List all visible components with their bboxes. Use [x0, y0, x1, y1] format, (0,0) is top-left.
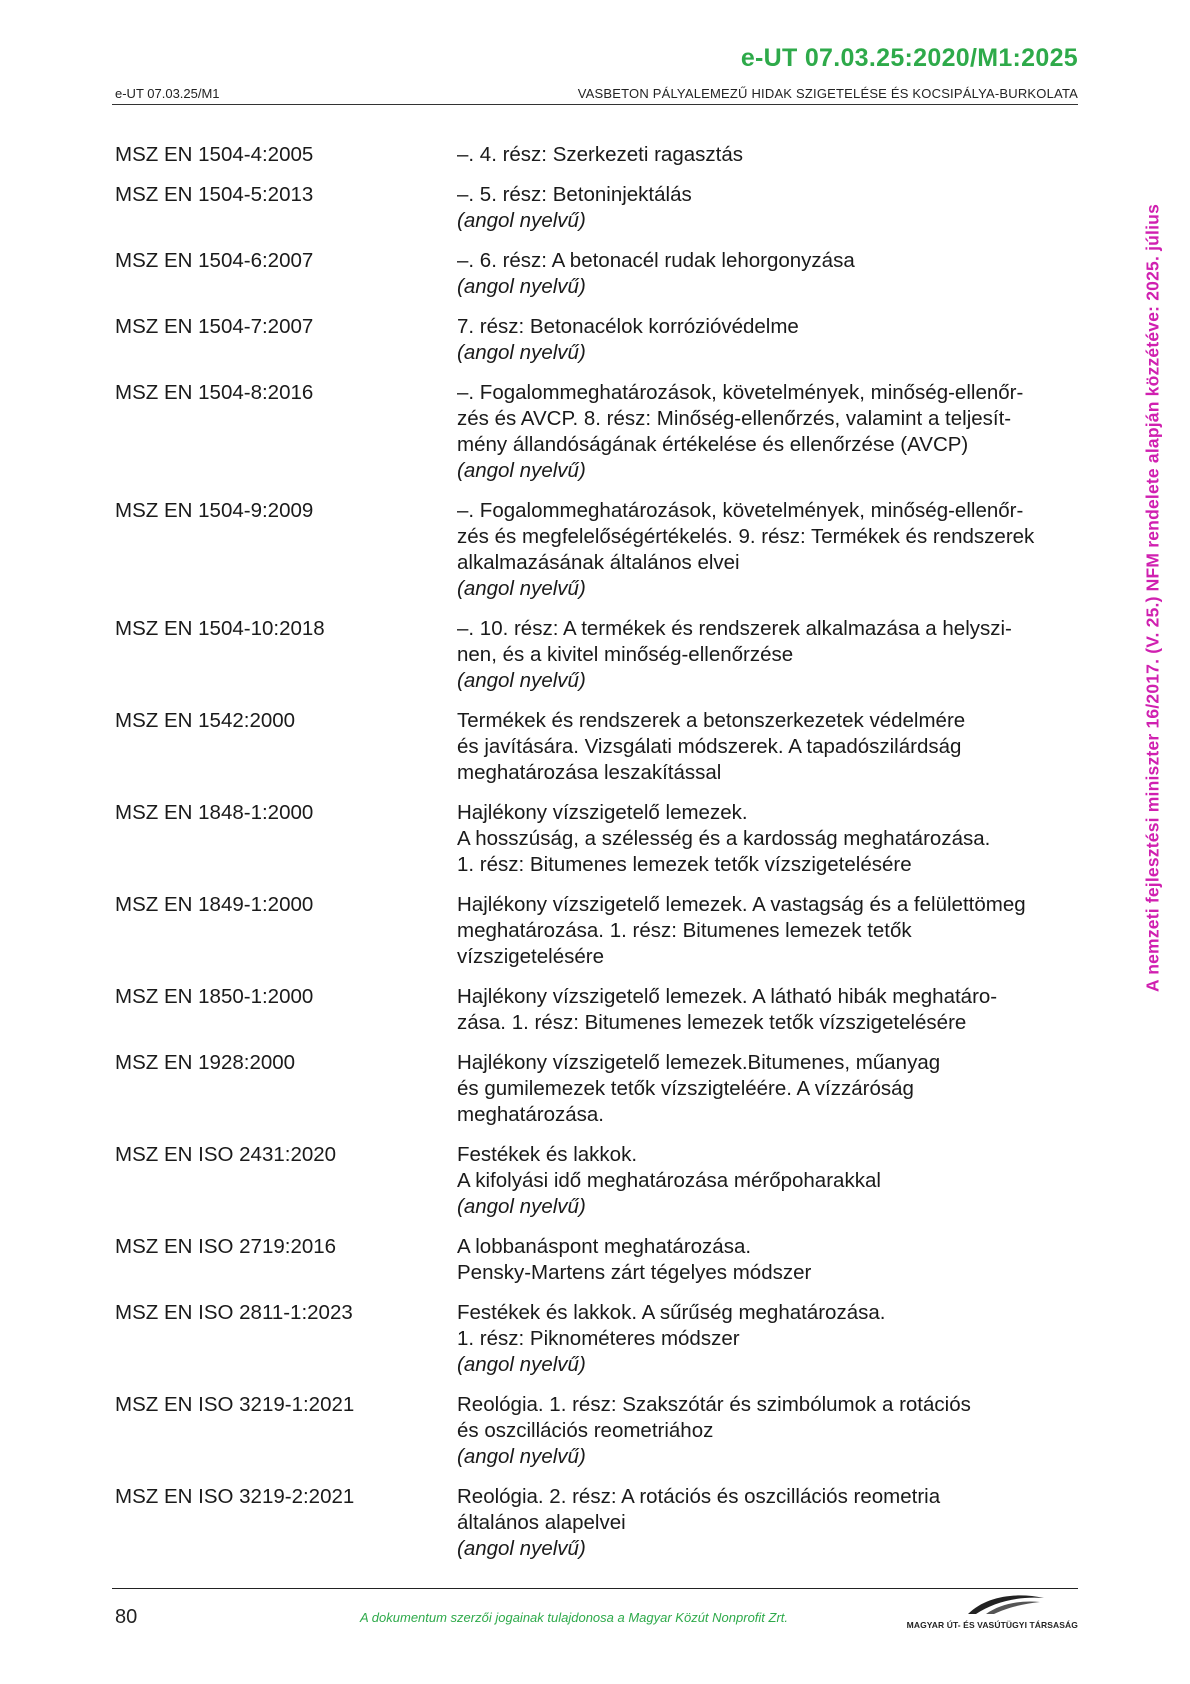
standard-code: MSZ EN ISO 2811-1:2023: [115, 1301, 353, 1324]
standard-row: [115, 1300, 1095, 1378]
standard-title-line: zés és AVCP. 8. rész: Minőség-ellenőrzés, valamint a teljesít-: [457, 407, 1012, 430]
standard-title: [457, 498, 1095, 602]
standard-code: MSZ EN ISO 3219-2:2021: [115, 1485, 355, 1508]
standard-title-line: és oszcillációs reometriához: [457, 1419, 714, 1442]
standard-title-line: Termékek és rendszerek a betonszerkezetek védelmére: [457, 709, 966, 732]
standard-title-line: –. 4. rész: Szerkezeti ragasztás: [457, 143, 743, 166]
standard-title: [457, 182, 1095, 234]
standard-title-line: Festékek és lakkok.: [457, 1143, 638, 1166]
language-note: (angol nyelvű): [457, 1353, 586, 1376]
standard-title-line: vízszigetelésére: [457, 945, 604, 968]
society-logo: [888, 1592, 1078, 1632]
standard-title-line: és gumilemezek tetők vízszigteléére. A vízzáróság: [457, 1077, 914, 1100]
publication-side-note: A nemzeti fejlesztési miniszter 16/2017. (V. 25.) NFM rendelete alapján közzétéve: 2025. július: [1142, 203, 1163, 993]
standard-title: [457, 892, 1095, 970]
standard-row: [115, 182, 1095, 234]
standard-code: MSZ EN ISO 2719:2016: [115, 1235, 337, 1258]
page-number: 80: [115, 1606, 138, 1628]
standard-row: [115, 380, 1095, 484]
standard-code: MSZ EN 1504-5:2013: [115, 183, 314, 206]
language-note: (angol nyelvű): [457, 1537, 586, 1560]
standard-row: [115, 1484, 1095, 1562]
standard-code: MSZ EN ISO 3219-1:2021: [115, 1393, 355, 1416]
standard-title: [457, 984, 1095, 1036]
header-left-code: e-UT 07.03.25/M1: [115, 86, 220, 101]
standard-title-line: Festékek és lakkok. A sűrűség meghatározása.: [457, 1301, 886, 1324]
standard-row: [115, 616, 1095, 694]
standard-title: [457, 142, 1095, 168]
standard-title-line: nen, és a kivitel minőség-ellenőrzése: [457, 643, 794, 666]
standard-title-line: meghatározása. 1. rész: Bitumenes lemezek tetők: [457, 919, 912, 942]
standard-title: [457, 1234, 1095, 1286]
language-note: (angol nyelvű): [457, 459, 586, 482]
standard-title-line: Reológia. 2. rész: A rotációs és oszcillációs reometria: [457, 1485, 941, 1508]
standard-title-line: zása. 1. rész: Bitumenes lemezek tetők vízszigetelésére: [457, 1011, 967, 1034]
standard-title-line: meghatározása leszakítással: [457, 761, 722, 784]
standard-title-line: mény állandóságának értékelése és ellenőrzése (AVCP): [457, 433, 969, 456]
standard-title-line: Hajlékony vízszigetelő lemezek. A látható hibák meghatáro-: [457, 985, 998, 1008]
standard-row: [115, 1050, 1095, 1128]
header-running-title: VASBETON PÁLYALEMEZŰ HIDAK SZIGETELÉSE ÉS KOCSIPÁLYA-BURKOLATA: [577, 86, 1078, 101]
language-note: (angol nyelvű): [457, 341, 586, 364]
standard-title: [457, 314, 1095, 366]
language-note: (angol nyelvű): [457, 669, 586, 692]
standard-row: [115, 142, 1095, 168]
standard-title-line: és javítására. Vizsgálati módszerek. A tapadószilárdság: [457, 735, 962, 758]
standard-title-line: Reológia. 1. rész: Szakszótár és szimbólumok a rotációs: [457, 1393, 971, 1416]
standard-row: [115, 248, 1095, 300]
standard-title: [457, 248, 1095, 300]
standard-title-line: –. 5. rész: Betoninjektálás: [457, 183, 692, 206]
standard-code: MSZ EN 1504-10:2018: [115, 617, 325, 640]
standard-row: [115, 892, 1095, 970]
standard-code: MSZ EN 1542:2000: [115, 709, 296, 732]
footer-copyright: A dokumentum szerzői jogainak tulajdonosa a Magyar Közút Nonprofit Zrt.: [360, 1610, 789, 1625]
standard-title-line: –. Fogalommeghatározások, követelmények, minőség-ellenőr-: [457, 381, 1024, 404]
standard-title-line: 1. rész: Bitumenes lemezek tetők vízszigetelésére: [457, 853, 912, 876]
standard-code: MSZ EN ISO 2431:2020: [115, 1143, 337, 1166]
standard-title-line: A hosszúság, a szélesség és a kardosság meghatározása.: [457, 827, 991, 850]
standard-title-line: meghatározása.: [457, 1103, 605, 1126]
standard-title: [457, 1484, 1095, 1562]
language-note: (angol nyelvű): [457, 1195, 586, 1218]
standard-title-line: A kifolyási idő meghatározása mérőpoharakkal: [457, 1169, 881, 1192]
standard-title-line: –. 10. rész: A termékek és rendszerek alkalmazása a helyszi-: [457, 617, 1012, 640]
standard-code: MSZ EN 1504-7:2007: [115, 315, 314, 338]
standard-title: [457, 616, 1095, 694]
standard-title-line: alkalmazásának általános elvei: [457, 551, 740, 574]
standards-table: [115, 142, 1095, 1576]
standard-title: [457, 800, 1095, 878]
footer-divider: [112, 1588, 1078, 1589]
header-divider: [112, 104, 1078, 105]
standard-row: [115, 314, 1095, 366]
standard-row: [115, 708, 1095, 786]
standard-title: [457, 1300, 1095, 1378]
standard-title-line: Hajlékony vízszigetelő lemezek.Bitumenes, műanyag: [457, 1051, 941, 1074]
standard-title: [457, 1050, 1095, 1128]
standard-code: MSZ EN 1504-9:2009: [115, 499, 314, 522]
standard-title-line: Hajlékony vízszigetelő lemezek.: [457, 801, 748, 824]
standard-code: MSZ EN 1850-1:2000: [115, 985, 314, 1008]
standard-code: MSZ EN 1928:2000: [115, 1051, 296, 1074]
language-note: (angol nyelvű): [457, 275, 586, 298]
language-note: (angol nyelvű): [457, 1445, 586, 1468]
standard-title-line: 7. rész: Betonacélok korrózióvédelme: [457, 315, 799, 338]
standard-title: [457, 380, 1095, 484]
standard-code: MSZ EN 1504-6:2007: [115, 249, 314, 272]
standard-title-line: általános alapelvei: [457, 1511, 626, 1534]
standard-title-line: A lobbanáspont meghatározása.: [457, 1235, 752, 1258]
standard-row: [115, 1234, 1095, 1286]
standard-row: [115, 984, 1095, 1036]
standard-title: [457, 1142, 1095, 1220]
standard-code: MSZ EN 1504-4:2005: [115, 143, 314, 166]
standard-title-line: Hajlékony vízszigetelő lemezek. A vastagság és a felülettömeg: [457, 893, 1026, 916]
standard-title-line: zés és megfelelőségértékelés. 9. rész: Termékek és rendszerek: [457, 525, 1035, 548]
standard-row: [115, 1392, 1095, 1470]
language-note: (angol nyelvű): [457, 577, 586, 600]
standard-code: MSZ EN 1848-1:2000: [115, 801, 314, 824]
standard-code: MSZ EN 1504-8:2016: [115, 381, 314, 404]
standard-code: MSZ EN 1849-1:2000: [115, 893, 314, 916]
logo-text: MAGYAR ÚT- ÉS VASÚTÜGYI TÁRSASÁG: [906, 1620, 1078, 1630]
document-code: e-UT 07.03.25:2020/M1:2025: [740, 44, 1078, 72]
standard-title-line: –. Fogalommeghatározások, követelmények, minőség-ellenőr-: [457, 499, 1024, 522]
standard-title-line: 1. rész: Piknométeres módszer: [457, 1327, 740, 1350]
language-note: (angol nyelvű): [457, 209, 586, 232]
standard-row: [115, 1142, 1095, 1220]
standard-title: [457, 708, 1095, 786]
logo-swoosh-icon: [966, 1592, 1046, 1616]
standard-title-line: Pensky-Martens zárt tégelyes módszer: [457, 1261, 812, 1284]
standard-title: [457, 1392, 1095, 1470]
standard-row: [115, 498, 1095, 602]
standard-row: [115, 800, 1095, 878]
standard-title-line: –. 6. rész: A betonacél rudak lehorgonyzása: [457, 249, 855, 272]
